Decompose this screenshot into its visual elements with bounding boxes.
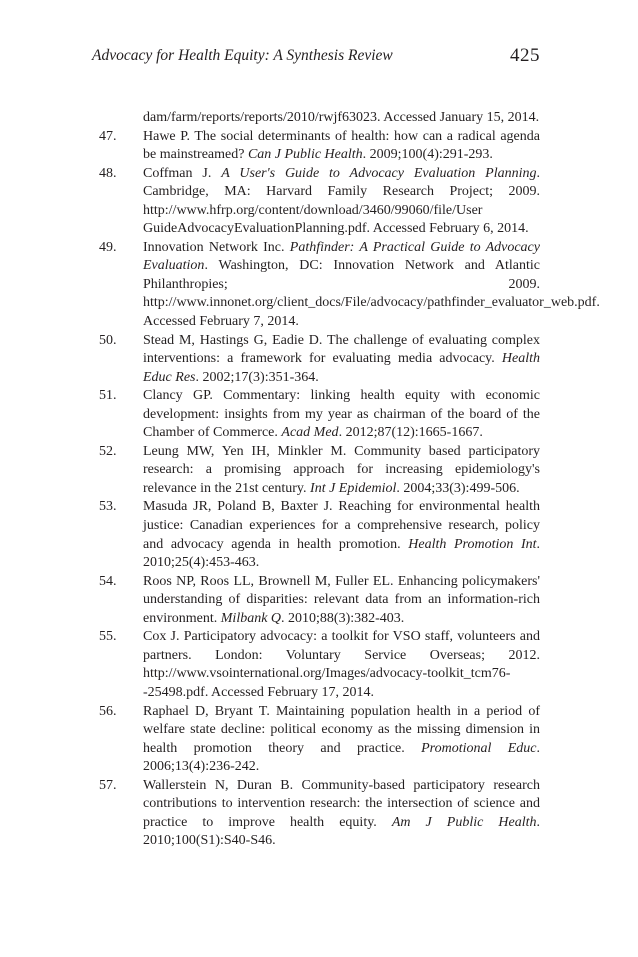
reference-text <box>143 387 540 443</box>
reference-number: 54. <box>99 573 117 589</box>
reference-source-title: Health Promotion Int <box>408 536 537 552</box>
reference-text-plain: Wallerstein N, Duran B. Community-based participatory research contributions to intervention research: the intersection of science and practice to improve health equity. <box>143 777 540 830</box>
reference-number: 55. <box>99 629 117 645</box>
reference-number: 56. <box>99 703 117 719</box>
reference-text-plain: Cox J. Participatory advocacy: a toolkit for VSO staff, volunteers and partners. London: Voluntary Service Overseas; 2012. http://www.vsointernational.org/Images/advocacy-toolkit_tcm76--25498.pdf. Accessed February 17, 2014. <box>143 629 540 700</box>
reference-continuation <box>99 109 540 128</box>
reference-item <box>99 165 540 239</box>
reference-citation-details: . 2010;100(S1):S40-S46. <box>143 814 540 849</box>
reference-text-plain: Innovation Network Inc. <box>143 239 290 255</box>
reference-item <box>99 628 540 702</box>
running-header <box>92 47 540 69</box>
reference-citation-details: . 2012;87(12):1665-1667. <box>338 425 483 441</box>
reference-item <box>99 332 540 388</box>
reference-source-title: A User's Guide to Advocacy Evaluation Planning <box>221 165 537 181</box>
reference-text-plain: Roos NP, Roos LL, Brownell M, Fuller EL. Enhancing policymakers' understanding of disparities: relevant data from an information-rich environment. <box>143 573 540 626</box>
reference-text <box>143 498 540 572</box>
reference-text: dam/farm/reports/reports/2010/rwjf63023. Accessed January 15, 2014. <box>143 110 540 125</box>
reference-number: 47. <box>99 128 117 144</box>
reference-source-title: Health Educ Res <box>143 351 540 385</box>
reference-citation-details: . 2009;100(4):291-293. <box>362 147 493 163</box>
reference-source-title: Int J Epidemiol <box>310 480 397 496</box>
reference-number: 53. <box>99 499 117 515</box>
reference-source-title: Can J Public Health <box>247 147 363 163</box>
reference-number: 48. <box>99 165 117 181</box>
reference-entries <box>99 128 600 851</box>
reference-source-title: Acad Med <box>281 425 339 441</box>
reference-citation-details: . 2002;17(3):351-364. <box>195 369 319 385</box>
reference-number: 51. <box>99 388 117 404</box>
reference-text <box>143 703 540 777</box>
reference-source-title: Pathfinder: A Practical Guide to Advocacy Evaluation <box>143 239 540 274</box>
reference-number: 52. <box>99 443 117 459</box>
reference-source-title: Promotional Educ <box>421 740 537 756</box>
reference-item <box>99 128 540 165</box>
reference-citation-details: . Washington, DC: Innovation Network and Atlantic Philanthropies; 2009. http://www.innonet.org/client_docs/File/advocacy/pathfinder_evaluator_web.pdf. Accessed February 7, 2014. <box>143 258 600 330</box>
reference-text-plain: Coffman J. <box>143 165 222 181</box>
reference-text-plain: Raphael D, Bryant T. Maintaining population health in a period of welfare state decline: political economy as the missing dimension in health promotion theory and practice. <box>143 703 540 756</box>
reference-source-title: Am J Public Health <box>391 814 537 830</box>
reference-text-plain: Stead M, Hastings G, Eadie D. The challenge of evaluating complex interventions: a framework for evaluating media advocacy. <box>143 332 540 367</box>
reference-citation-details: . 2010;88(3):382-403. <box>281 610 405 626</box>
reference-number: 49. <box>99 239 117 255</box>
reference-citation-details: . 2010;25(4):453-463. <box>143 536 540 571</box>
reference-text <box>143 573 540 629</box>
reference-text <box>143 239 600 332</box>
reference-citation-details: . 2006;13(4):236-242. <box>143 740 540 775</box>
reference-item <box>99 498 540 572</box>
page-number: 425 <box>510 45 540 66</box>
reference-text <box>143 443 540 499</box>
reference-text-plain: Hawe P. The social determinants of health: how can a radical agenda be mainstreamed? <box>143 128 540 163</box>
reference-item <box>99 443 540 499</box>
reference-text-plain: Leung MW, Yen IH, Minkler M. Community based participatory research: a promising approach for increasing epidemiology's relevance in the 21st century. <box>143 443 540 496</box>
reference-list <box>99 109 600 851</box>
reference-item <box>99 703 540 777</box>
reference-item <box>99 387 540 443</box>
running-title: Advocacy for Health Equity: A Synthesis Review <box>92 47 393 64</box>
reference-number: 57. <box>99 777 117 793</box>
reference-text <box>143 628 540 702</box>
reference-item <box>99 239 600 332</box>
reference-text <box>143 332 540 388</box>
reference-source-title: Milbank Q <box>220 610 282 626</box>
reference-item <box>99 777 540 851</box>
reference-text-plain: Clancy GP. Commentary: linking health equity with economic development: insights from my year as chairman of the board of the Chamber of Commerce. <box>143 388 540 441</box>
reference-text-plain: Masuda JR, Poland B, Baxter J. Reaching for environmental health justice: Canadian experiences for a comprehensive research, policy and advocacy agenda in health promotion. <box>143 499 540 552</box>
reference-number: 50. <box>99 332 117 348</box>
reference-item <box>99 573 540 629</box>
reference-text <box>143 128 540 165</box>
reference-text <box>143 165 540 239</box>
reference-text <box>143 777 540 851</box>
reference-citation-details: . 2004;33(3):499-506. <box>396 480 520 496</box>
reference-citation-details: . Cambridge, MA: Harvard Family Research Project; 2009. http://www.hfrp.org/content/download/3460/99060/file/User GuideAdvocacyEvaluationPlanning.pdf. Accessed February 6, 2014. <box>143 165 540 237</box>
